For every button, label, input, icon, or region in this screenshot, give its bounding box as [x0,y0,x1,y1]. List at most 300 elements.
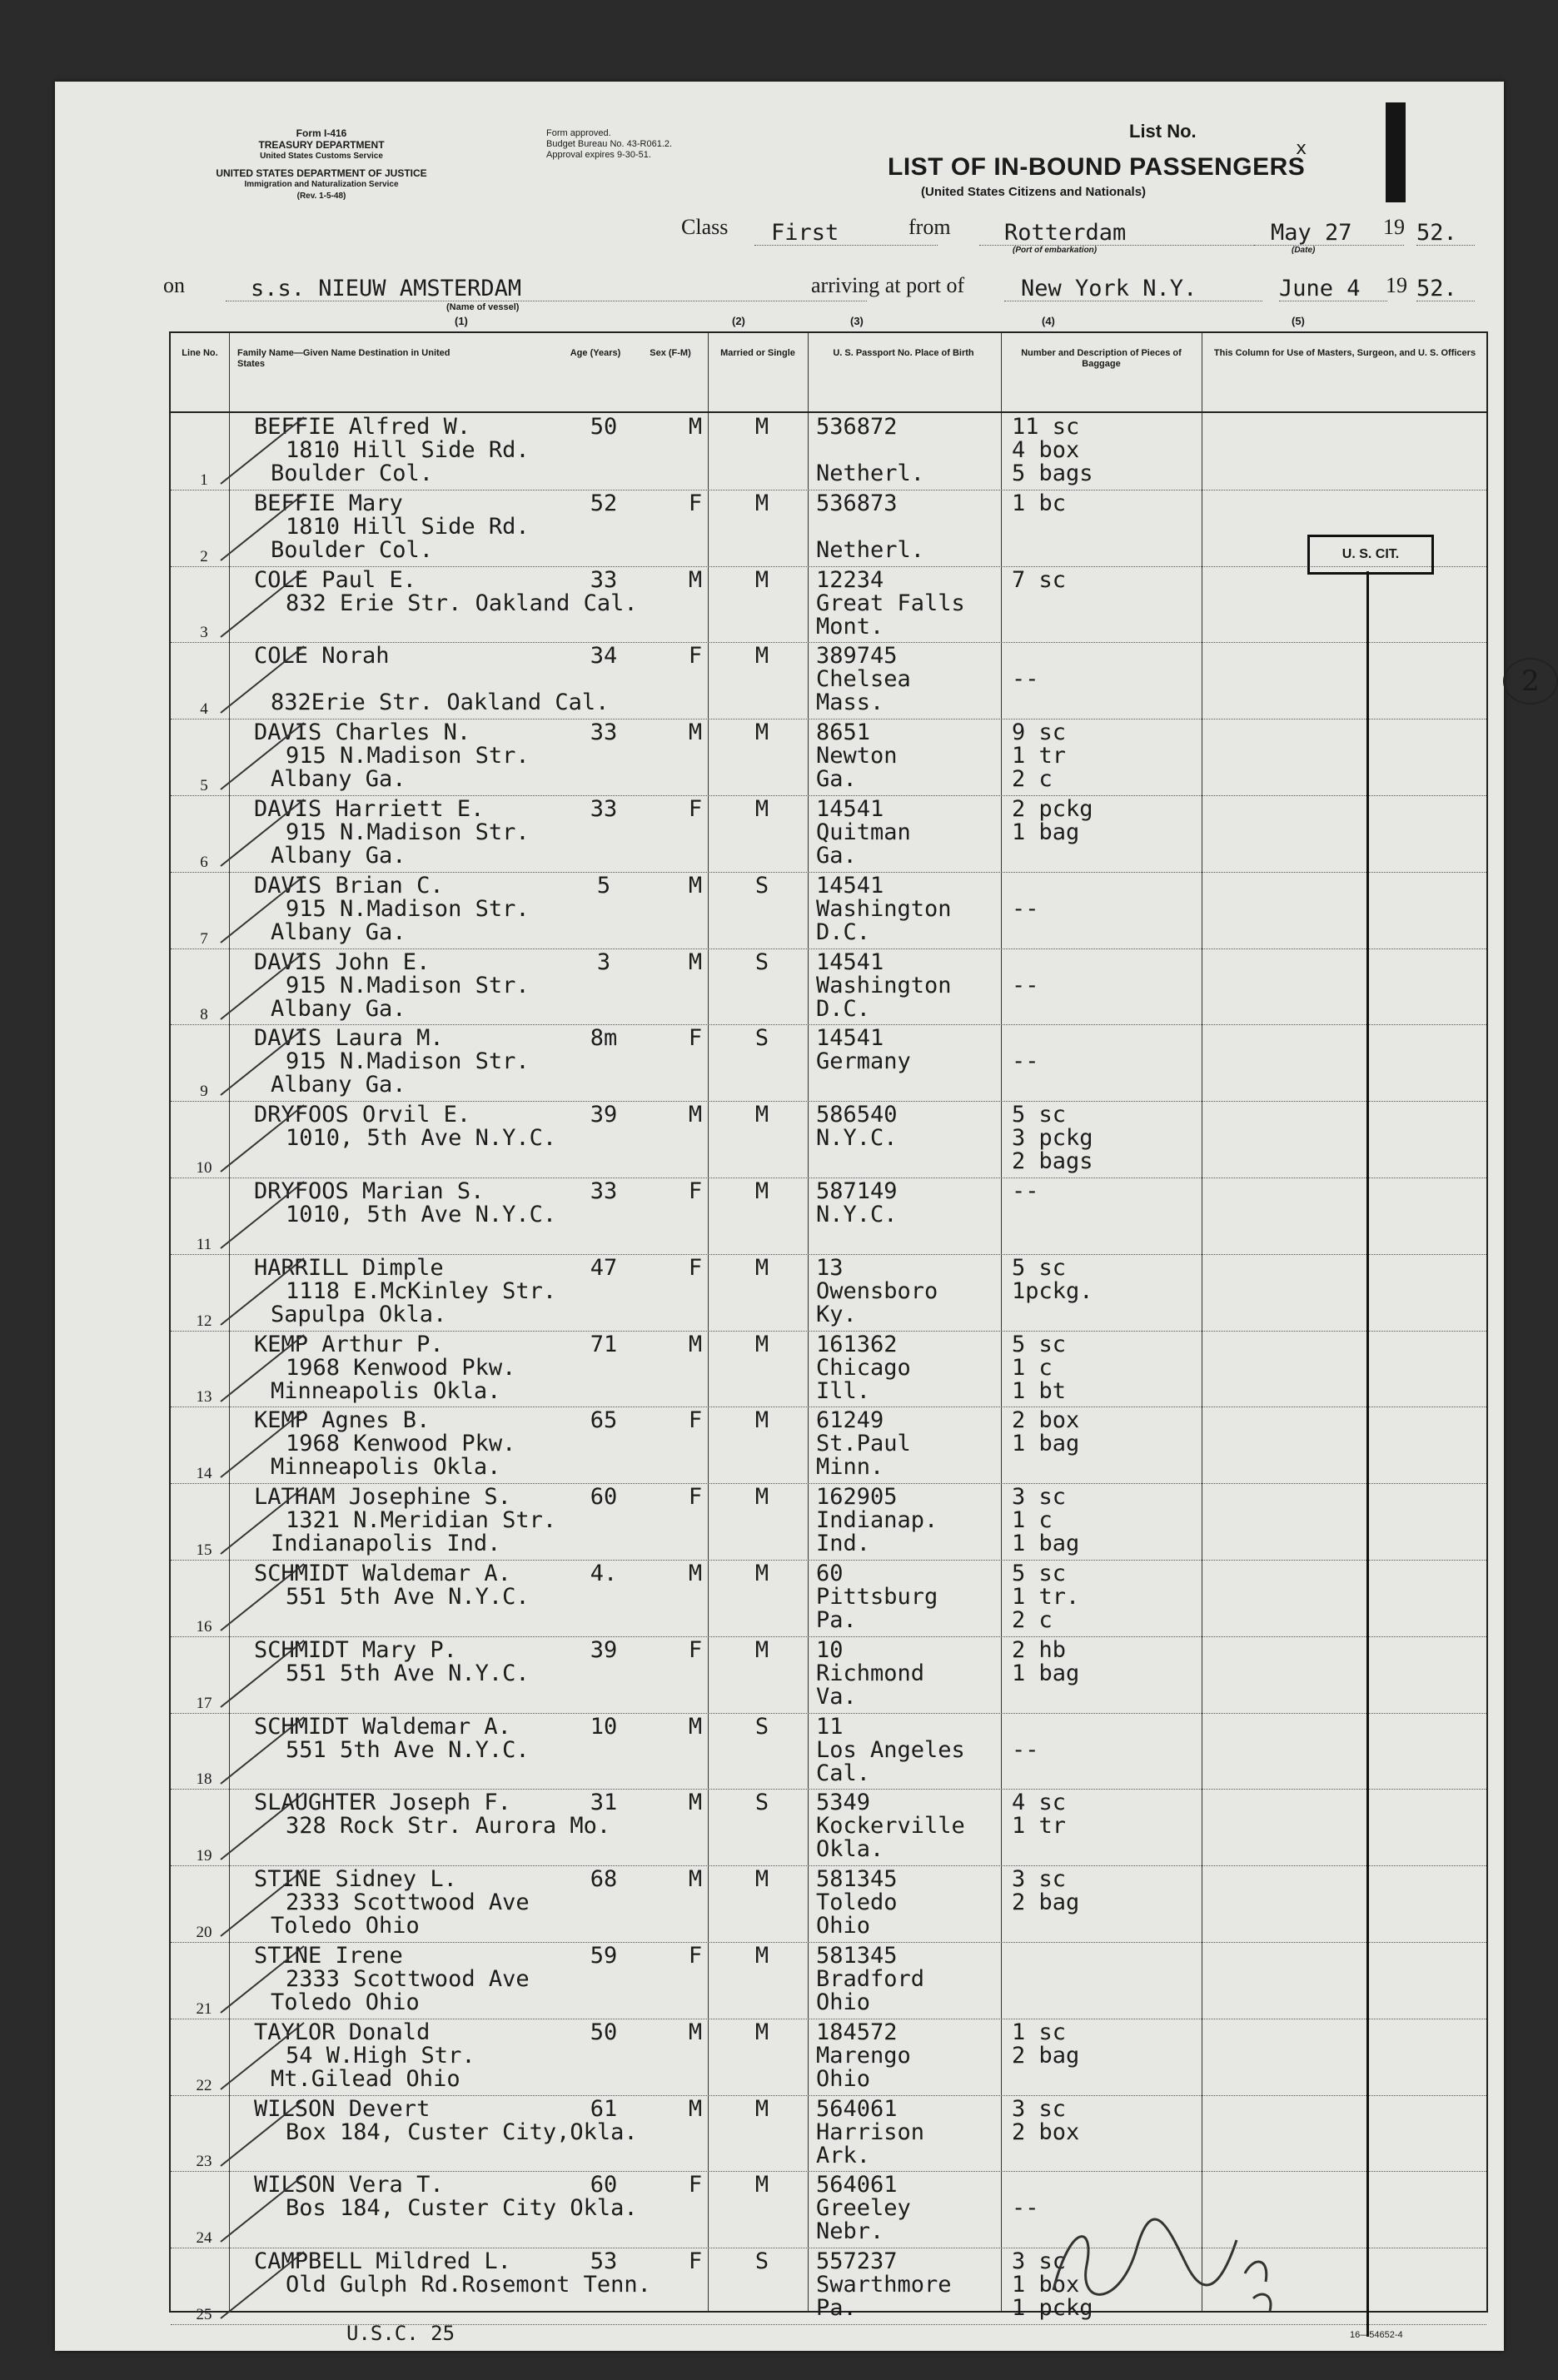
check-mark [212,1178,312,1252]
place-of-birth: Marengo [816,2042,911,2069]
passport-number: 586540 [816,1102,898,1128]
col-header-baggage: Number and Description of Pieces of Baggage [1021,348,1182,369]
passenger-name: STINE Irene [254,1943,403,1969]
place-of-birth: Nebr. [816,2218,884,2245]
baggage-item: 1 c [1012,1507,1053,1534]
place-of-birth: Greeley [816,2195,911,2222]
line-number: 25 [196,2305,212,2323]
sex: F [688,2248,703,2275]
table-row [171,1407,1486,1484]
age: 39 [590,1636,618,1663]
baggage-item: 7 sc [1012,566,1067,593]
age: 47 [590,1254,618,1281]
place-of-birth: Washington [816,972,952,998]
passport-birthplace [816,798,911,868]
check-mark [212,1024,312,1099]
form-approval [546,128,738,161]
destination-line: 832 Erie Str. Oakland Cal. [286,590,638,616]
baggage-item: 3 sc [1012,1866,1067,1893]
destination-line: Albany Ga. [271,1072,406,1098]
passenger-name: HARRILL Dimple [254,1254,444,1281]
passport-number: 161362 [816,1331,898,1357]
baggage-item: 5 sc [1012,1254,1067,1281]
marital-status: M [754,1102,769,1128]
passenger-name: STINE Sidney L. [254,1866,457,1893]
baggage-item: 1pckg. [1012,1277,1093,1304]
bottom-note: U.S.C. 25 [346,2322,455,2345]
age: 4. [590,1561,618,1586]
circled-number: 2 [1503,658,1558,705]
place-of-birth: Mont. [816,613,884,640]
table-row [171,490,1486,567]
table-row [171,719,1486,796]
baggage-item: 1 tr. [1012,1584,1080,1610]
marital-status: M [754,796,769,822]
baggage-item: 3 pckg [1012,1125,1093,1152]
place-of-birth: Harrison [816,2119,925,2145]
sex: F [688,2172,703,2198]
age: 31 [590,1790,618,1816]
age: 33 [590,719,618,746]
marital-status: M [754,414,769,440]
destination-line: Toledo Ohio [271,1913,420,1939]
baggage [1012,1333,1066,1403]
place-of-birth: Ind. [816,1531,871,1557]
place-of-birth: Ga. [816,766,857,793]
passport-birthplace [816,1103,898,1150]
table-row [171,795,1486,873]
passenger-name: CAMPBELL Mildred L. [254,2248,511,2275]
destination-line: Minneapolis Okla. [271,1454,501,1481]
year-prefix: 19 [1383,215,1405,239]
baggage [1012,1791,1066,1838]
baggage-item: 2 bag [1012,2042,1080,2069]
destination-line: Box 184, Custer City,Okla. [286,2119,638,2145]
table-row [171,1178,1486,1255]
col-num-3: (3) [850,315,864,327]
baggage [1012,1027,1039,1073]
place-of-birth: D.C. [816,919,871,945]
table-row [171,1331,1486,1408]
form-agency-block [147,127,496,202]
approval-line-1: Form approved. [546,128,611,138]
destination-line: Minneapolis Okla. [271,1377,501,1404]
passport-number: 13 [816,1254,844,1281]
passenger-name: COLE Paul E. [254,566,417,593]
passenger-name: WILSON Vera T. [254,2172,444,2198]
place-of-birth: Ky. [816,1301,857,1327]
baggage [1012,1409,1079,1456]
place-of-birth: Richmond [816,1660,925,1686]
age: 50 [590,2019,618,2045]
marital-status: M [754,1943,769,1969]
passenger-name: SCHMIDT Waldemar A. [254,1713,511,1740]
approval-line-2: Budget Bureau No. 43-R061.2. [546,139,673,149]
marital-status: M [754,2172,769,2198]
line-number: 4 [200,700,208,719]
place-of-birth: Ohio [816,1913,871,1939]
port-embark-caption: (Port of embarkation) [1013,246,1098,255]
passport-number: 8651 [816,719,871,746]
line-number: 8 [200,1006,208,1024]
age: 65 [590,1407,618,1434]
place-of-birth: Toledo [816,1890,898,1916]
arriving-label: arriving at port of [811,273,965,297]
age: 10 [590,1713,618,1740]
passport-number: 536873 [816,490,898,516]
marital-status: M [754,1254,769,1281]
destination-line: Albany Ga. [271,843,406,869]
line-number: 7 [200,929,208,948]
check-mark [212,1713,312,1788]
baggage-item [1012,874,1039,898]
line-number: 14 [196,1465,212,1483]
sex: F [688,796,703,822]
passport-birthplace [816,1409,911,1479]
place-of-birth: Ill. [816,1377,871,1404]
destination-line: 1118 E.McKinley Str. [286,1277,557,1304]
sex: M [688,414,703,440]
place-of-birth [816,515,924,539]
form-number: 16—54652-4 [1350,2330,1403,2340]
check-mark [212,1942,312,2017]
age: 59 [590,1943,618,1969]
passport-number: 564061 [816,2172,898,2198]
approval-line-3: Approval expires 9-30-51. [546,150,651,160]
destination-line: 915 N.Madison Str. [286,743,530,769]
baggage-item: 3 sc [1012,1484,1067,1511]
sex: M [688,1561,703,1586]
passport-birthplace [816,721,898,791]
passport-number: 536872 [816,414,898,440]
baggage [1012,1254,1093,1304]
baggage-item: 4 box [1012,437,1080,463]
passport-number: 581345 [816,1866,898,1893]
sex: F [688,1407,703,1434]
baggage [1012,1562,1079,1632]
line-number: 10 [196,1158,212,1177]
place-of-birth: Cal. [816,1760,871,1786]
age: 53 [590,2248,618,2275]
age: 33 [590,796,618,822]
passenger-manifest-page [55,82,1540,2351]
place-of-birth: Netherl. [816,536,925,563]
place-of-birth: N.Y.C. [816,1125,898,1152]
place-of-birth: N.Y.C. [816,1202,898,1227]
baggage [1012,1636,1080,1686]
destination-line: Sapulpa Okla. [271,1301,447,1327]
passport-number: 14541 [816,872,884,899]
destination-line: 1010, 5th Ave N.Y.C. [286,1125,557,1152]
destination-line: Boulder Col. [271,536,434,563]
destination-line: 328 Rock Str. Aurora Mo. [286,1813,611,1840]
arrival-date: June 4 [1279,277,1387,301]
place-of-birth: Kockerville [816,1813,965,1840]
check-mark [212,795,312,870]
marital-status: S [754,872,769,899]
place-of-birth: D.C. [816,995,871,1022]
age: 8m [590,1025,618,1052]
baggage-item [1012,2173,1039,2197]
passenger-name: LATHAM Josephine S. [254,1484,511,1511]
check-mark [212,490,312,565]
passenger-name: DRYFOOS Marian S. [254,1178,485,1204]
col-header-age: Age (Years) [570,348,621,358]
table-row [171,872,1486,949]
destination-line: 2333 Scottwood Ave [286,1890,530,1916]
line-number: 17 [196,1694,212,1712]
table-row [171,1865,1486,1943]
passenger-name: DRYFOOS Orvil E. [254,1102,471,1128]
passport-birthplace [816,1027,911,1073]
baggage-item: 2 hb [1012,1636,1067,1663]
passenger-name: DAVIS Charles N. [254,719,471,746]
destination-line: 1810 Hill Side Rd. [286,513,530,540]
place-of-birth: Newton [816,743,898,769]
marital-status: M [754,643,769,670]
passport-birthplace [816,492,924,562]
table-row [171,566,1486,644]
baggage [1012,645,1039,691]
check-mark [212,2019,312,2094]
baggage-item: 1 tr [1012,1813,1067,1840]
line-number: 20 [196,1923,212,1941]
table-row [171,1636,1486,1714]
baggage [1012,566,1067,593]
table-row [171,1560,1486,1637]
baggage-item: 2 c [1012,1607,1053,1633]
table-row [171,1789,1486,1866]
passenger-name: TAYLOR Donald [254,2019,431,2045]
line-number: 11 [196,1235,212,1253]
passport-birthplace [816,416,924,485]
check-mark [212,413,312,488]
destination-line: 1810 Hill Side Rd. [286,437,530,463]
baggage [1012,721,1066,791]
marital-status: S [754,1790,769,1816]
place-of-birth: Quitman [816,819,911,845]
place-of-birth: Los Angeles [816,1736,965,1763]
passport-number: 14541 [816,949,884,975]
destination-line: 2333 Scottwood Ave [286,1966,530,1992]
baggage-item: 2 box [1012,1407,1080,1434]
baggage-item [1012,1715,1039,1739]
sex: F [688,1484,703,1511]
baggage-item: 1 bc [1012,490,1067,516]
passport-birthplace [816,1486,938,1556]
baggage [1012,874,1039,921]
table-row [171,2019,1486,2096]
check-mark [212,1331,312,1406]
passenger-name: SCHMIDT Waldemar A. [254,1561,511,1586]
sex: M [688,872,703,899]
table-row [171,1713,1486,1790]
check-mark [212,872,312,947]
sex: M [688,1790,703,1816]
baggage-item: 1 sc [1012,2019,1067,2045]
arrival-port: New York N.Y. [1004,277,1262,301]
baggage-item: 2 box [1012,2119,1080,2145]
baggage-item: 1 tr [1012,743,1067,769]
baggage-item: 1 c [1012,1354,1053,1381]
line-number: 12 [196,1312,212,1330]
check-mark [212,1789,312,1864]
list-no-label: List No. [1129,121,1197,142]
destination-line: 551 5th Ave N.Y.C. [286,1584,530,1610]
passenger-name: WILSON Devert [254,2095,431,2122]
place-of-birth: Mass. [816,690,884,716]
passport-number: 12234 [816,566,884,593]
destination-line: Mt.Gilead Ohio [271,2065,460,2092]
check-mark [212,1101,312,1176]
sex: M [688,719,703,746]
baggage-item: -- [1012,1178,1039,1204]
passport-birthplace [816,645,911,714]
baggage-item: 1 bag [1012,1431,1080,1457]
class-value: First [754,222,938,246]
line-number: 5 [200,776,208,794]
passport-number: 60 [816,1561,844,1586]
place-of-birth: Great Falls [816,590,965,616]
marital-status: M [754,1866,769,1893]
passport-number: 184572 [816,2019,898,2045]
baggage-item: -- [1012,972,1039,998]
marital-status: M [754,1561,769,1586]
passport-birthplace [816,1636,925,1710]
line-number: 3 [200,624,208,642]
baggage [1012,2095,1080,2145]
passport-birthplace [816,1715,965,1785]
place-of-birth: Pa. [816,2295,857,2322]
passport-birthplace [816,1868,898,1938]
col-header-name: Family Name—Given Name Destination in United States [237,348,450,369]
passport-number: 14541 [816,1025,884,1052]
place-of-birth: Chicago [816,1354,911,1381]
line-number: 16 [196,1617,212,1636]
marital-status: M [754,1407,769,1434]
place-of-birth: Chelsea [816,666,911,693]
marital-status: M [754,490,769,516]
age: 52 [590,490,618,516]
passenger-name: BEFFIE Alfred W. [254,414,471,440]
passport-number: 5349 [816,1790,871,1816]
check-mark [212,566,312,641]
baggage [1012,1486,1079,1556]
baggage [1012,1180,1039,1203]
col-header-passport: U. S. Passport No. Place of Birth [833,348,974,358]
baggage-item: 11 sc [1012,414,1080,440]
destination-line: 1968 Kenwood Pkw. [286,1431,516,1457]
col-header-officers: This Column for Use of Masters, Surgeon, and U. S. Officers [1213,348,1476,358]
baggage [1012,951,1039,998]
passport-birthplace [816,2173,911,2243]
place-of-birth: Indianap. [816,1507,938,1534]
passenger-name: DAVIS Brian C. [254,872,444,899]
destination-line: Boulder Col. [271,461,434,486]
passport-birthplace [816,2095,925,2168]
passenger-name: COLE Norah [254,643,390,670]
passport-birthplace [816,1254,938,1327]
baggage-item: -- [1012,895,1039,922]
baggage-item: 1 bag [1012,1660,1080,1686]
from-label: from [908,215,951,239]
manifest-table [169,331,1540,2323]
sex: M [688,1102,703,1128]
baggage [1012,416,1093,485]
arrival-year: 52. [1416,277,1475,301]
passport-birthplace [816,951,952,1021]
place-of-birth: Minn. [816,1454,884,1481]
line-number: 24 [196,2229,212,2248]
place-of-birth: Netherl. [816,461,925,486]
check-mark [212,1407,312,1481]
line-number: 23 [196,2153,212,2171]
line-number: 2 [200,547,208,565]
baggage-item: 3 sc [1012,2248,1067,2275]
destination-line: Albany Ga. [271,995,406,1022]
table-row [171,2095,1486,2173]
age: 61 [590,2095,618,2122]
place-of-birth: Owensboro [816,1277,938,1304]
baggage-item: -- [1012,1048,1039,1075]
col-num-5: (5) [1292,315,1305,327]
marital-status: M [754,566,769,593]
on-label: on [163,273,185,297]
passport-number: 389745 [816,643,898,670]
marital-status: M [754,2019,769,2045]
age: 60 [590,1484,618,1511]
destination-line: 915 N.Madison Str. [286,819,530,845]
destination-line: 551 5th Ave N.Y.C. [286,1660,530,1686]
place-of-birth: Ark. [816,2142,871,2168]
check-mark [212,642,312,717]
passport-number: 557237 [816,2248,898,2275]
passport-number: 11 [816,1713,844,1740]
passport-birthplace [816,2021,911,2091]
destination-line: Albany Ga. [271,766,406,793]
age: 39 [590,1102,618,1128]
age: 68 [590,1866,618,1893]
baggage [1012,1715,1039,1762]
destination-line: 1321 N.Meridian Str. [286,1507,557,1534]
passenger-name: DAVIS John E. [254,949,431,975]
line-number: 22 [196,2076,212,2094]
age: 3 [596,949,611,975]
passport-number: 564061 [816,2095,898,2122]
baggage-item: 2 pckg [1012,796,1093,822]
age: 50 [590,414,618,440]
age: 71 [590,1331,618,1357]
place-of-birth: Va. [816,1683,857,1710]
table-row [171,413,1486,490]
col-header-line-no: Line No. [182,348,218,358]
baggage-item: -- [1012,1736,1039,1763]
destination-line: 915 N.Madison Str. [286,895,530,922]
baggage [1012,2021,1079,2068]
marital-status: M [754,1636,769,1663]
check-mark [212,1254,312,1329]
ins-service: Immigration and Naturalization Service [244,180,399,189]
destination-line: Toledo Ohio [271,1989,420,2015]
sex: M [688,566,703,593]
check-mark [212,719,312,794]
sex: F [688,490,703,516]
line-number: 21 [196,1999,212,2018]
destination-line: 551 5th Ave N.Y.C. [286,1736,530,1763]
passport-number: 14541 [816,796,884,822]
passport-number: 162905 [816,1484,898,1511]
marital-status: S [754,1025,769,1052]
